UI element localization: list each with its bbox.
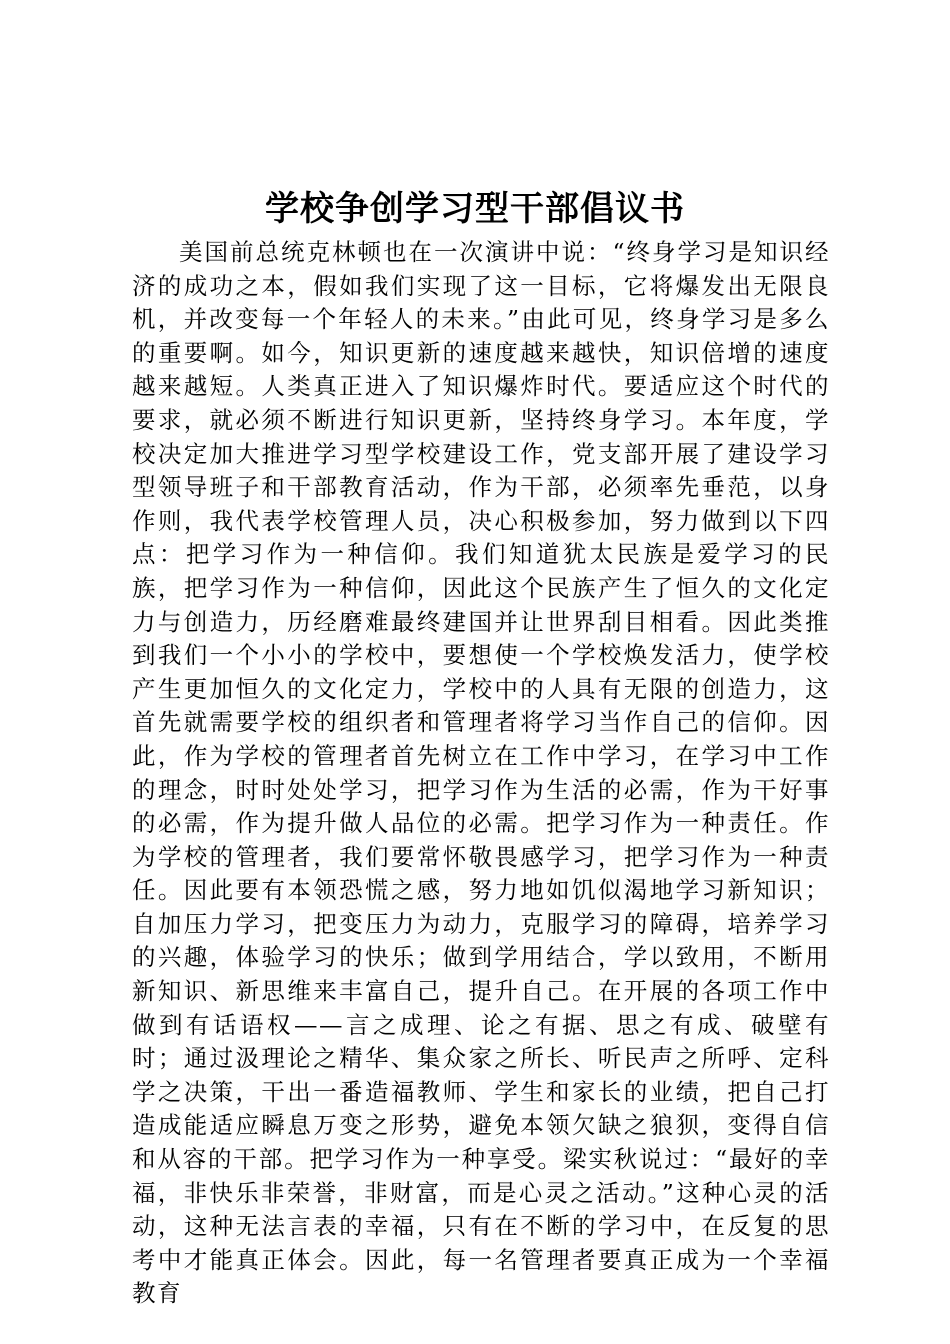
document-title: 学校争创学习型干部倡议书	[265, 189, 685, 229]
document-body-paragraph: 美国前总统克林顿也在一次演讲中说：“终身学习是知识经济的成功之本，假如我们实现了这一目标，它将爆发出无限良机，并改变每一个年轻人的未来。”由此可见，终身学习是多么的重要啊。如今，知识更新的速度越来越快，知识倍增的速度越来越短。人类真正进入了知识爆炸时代。要适应这个时代的要求，就必须不断进行知识更新，坚持终身学习。本年度，学校决定加大推进学习型学校建设工作，党支部开展了建设学习型领导班子和干部教育活动，作为干部，必须率先垂范，以身作则，我代表学校管理人员，决心积极参加，努力做到以下四点：把学习作为一种信仰。我们知道犹太民族是爱学习的民族，把学习作为一种信仰，因此这个民族产生了恒久的文化定力与创造力，历经磨难最终建国并让世界刮目相看。因此类推到我们一个小小的学校中，要想使一个学校焕发活力，使学校产生更加恒久的文化定力，学校中的人具有无限的创造力，这首先就需要学校的组织者和管理者将学习当作自己的信仰。因此，作为学校的管理者首先树立在工作中学习，在学习中工作的理念，时时处处学习，把学习作为生活的必需，作为干好事的必需，作为提升做人品位的必需。把学习作为一种责任。作为学校的管理者，我们要常怀敬畏感学习，把学习作为一种责任。因此要有本领恐慌之感，努力地如饥似渴地学习新知识；自加压力学习，把变压力为动力，克服学习的障碍，培养学习的兴趣，体验学习的快乐；做到学用结合，学以致用，不断用新知识、新思维来丰富自己，提升自己。在开展的各项工作中做到有话语权——言之成理、论之有据、思之有成、破壁有时；通过汲理论之精华、集众家之所长、听民声之所呼、定科学之决策，干出一番造福教师、学生和家长的业绩，把自己打造成能适应瞬息万变之形势，避免本领欠缺之狼狈，变得自信和从容的干部。把学习作为一种享受。梁实秋说过：“最好的幸福，非快乐非荣誉，非财富，而是心灵之活动。”这种心灵的活动，这种无法言表的幸福，只有在不断的学习中，在反复的思考中才能真正体会。因此，每一名管理者要真正成为一个幸福教育	[132, 238, 830, 1308]
